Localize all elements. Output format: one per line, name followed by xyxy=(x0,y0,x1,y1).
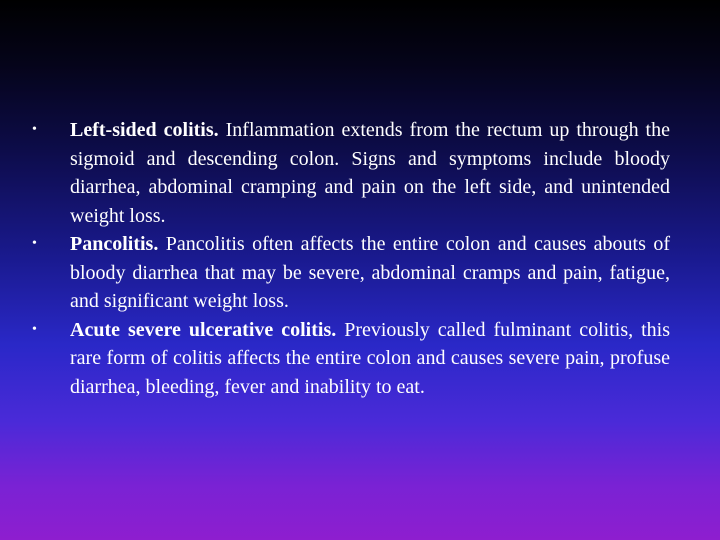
bullet-term: Acute severe ulcerative colitis. xyxy=(70,318,345,341)
bullet-acute-severe-ulcerative-colitis xyxy=(30,316,670,402)
bullet-marker: • xyxy=(32,122,37,137)
bullet-term: Pancolitis. xyxy=(70,233,166,255)
bullet-list xyxy=(30,116,670,401)
bullet-marker: • xyxy=(32,321,37,337)
bullet-text: Pancolitis often affects the entire colon and causes abouts of bloody diarrhea that may be severe, abdominal cramps and pain, fatigue, and significant weight loss. xyxy=(70,233,670,312)
bullet-term: Left-sided colitis. xyxy=(70,119,226,141)
bullet-text: Previously called fulminant colitis, this rare form of colitis affects the entire colon and causes severe pain, profuse diarrhea, bleeding, fever and inability to eat. xyxy=(70,318,670,398)
bullet-pancolitis xyxy=(30,230,670,316)
bullet-marker: • xyxy=(32,236,37,251)
bullet-text: Inflammation extends from the rectum up through the sigmoid and descending colon. Signs and symptoms include bloody diarrhea, abdominal cramping and pain on the left side, and unintended weight loss. xyxy=(70,119,670,227)
bullet-left-sided-colitis xyxy=(30,116,670,230)
